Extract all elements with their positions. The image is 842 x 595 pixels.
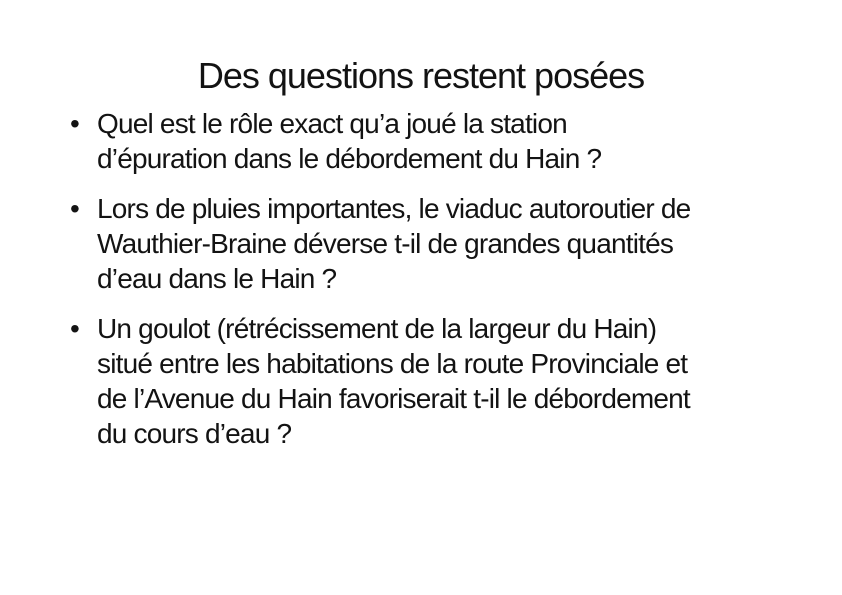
bullet-item bbox=[68, 311, 822, 451]
bullet-dot-icon: • bbox=[70, 193, 80, 224]
bullet-item bbox=[68, 191, 822, 296]
bullet-dot-icon: • bbox=[70, 313, 80, 344]
bullet-line: situé entre les habitations de la route Provinciale et bbox=[97, 348, 688, 379]
bullet-line: Lors de pluies importantes, le viaduc autoroutier de bbox=[97, 193, 691, 224]
bullet-line: du cours d’eau ? bbox=[97, 418, 292, 449]
bullet-item bbox=[68, 106, 822, 176]
bullet-dot-icon: • bbox=[70, 108, 80, 139]
bullet-text bbox=[97, 191, 822, 296]
bullet-text bbox=[97, 106, 822, 176]
slide-title: Des questions restent posées bbox=[197, 55, 645, 96]
bullet-line: d’eau dans le Hain ? bbox=[97, 263, 337, 294]
bullet-line: d’épuration dans le débordement du Hain ? bbox=[97, 143, 602, 174]
bullet-line: de l’Avenue du Hain favoriserait t-il le débordement bbox=[97, 383, 690, 414]
bullet-list bbox=[68, 106, 822, 466]
bullet-text bbox=[97, 311, 822, 451]
bullet-line: Un goulot (rétrécissement de la largeur du Hain) bbox=[97, 313, 657, 344]
bullet-line: Wauthier-Braine déverse t-il de grandes quantités bbox=[97, 228, 674, 259]
bullet-line: Quel est le rôle exact qu’a joué la station bbox=[97, 108, 567, 139]
